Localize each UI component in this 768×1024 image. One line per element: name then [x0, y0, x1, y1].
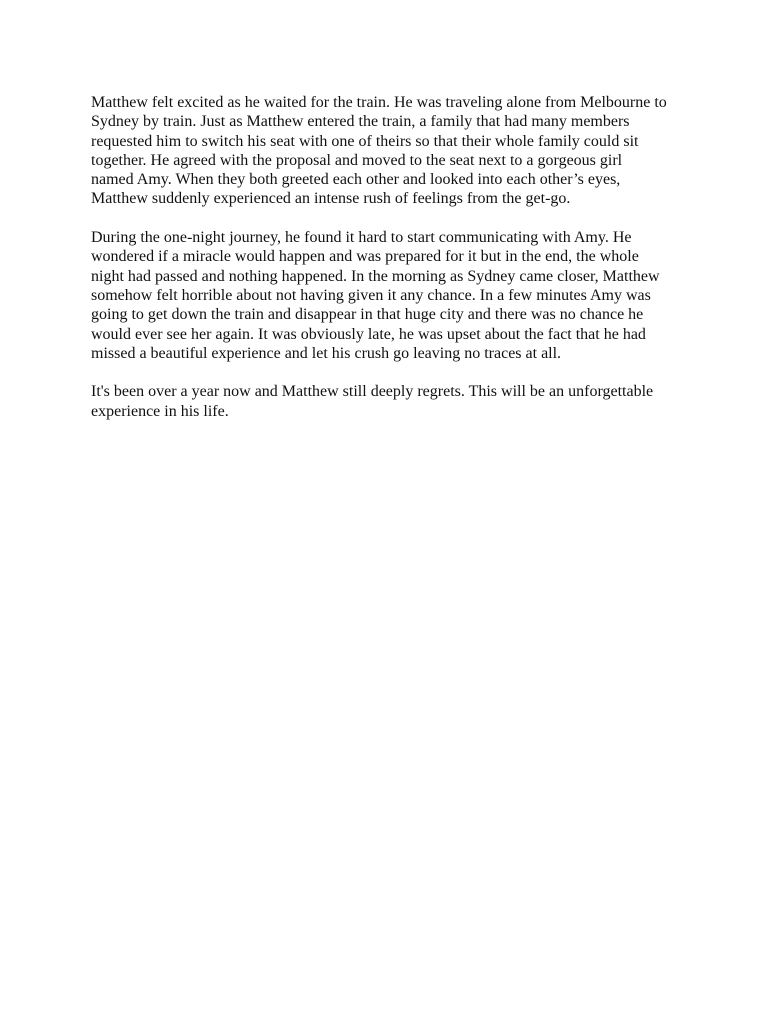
paragraph-line: missed a beautiful experience and let his crush go leaving no traces at all.	[91, 344, 562, 362]
paragraph-line: together. He agreed with the proposal and moved to the seat next to a gorgeous girl	[91, 151, 623, 169]
paragraph-line: would ever see her again. It was obviously late, he was upset about the fact that he had	[91, 325, 646, 343]
paragraph-line: named Amy. When they both greeted each other and looked into each other’s eyes,	[91, 171, 621, 189]
paragraph-3	[91, 382, 691, 421]
paragraph-2	[91, 228, 691, 363]
paragraph-line: night had passed and nothing happened. In the morning as Sydney came closer, Matthew	[91, 267, 660, 285]
document-body	[91, 93, 691, 421]
paragraph-line: Matthew suddenly experienced an intense rush of feelings from the get-go.	[91, 190, 571, 208]
paragraph-line: going to get down the train and disappear in that huge city and there was no chance he	[91, 306, 644, 324]
paragraph-line: During the one-night journey, he found it hard to start communicating with Amy. He	[91, 229, 632, 247]
paragraph-line: somehow felt horrible about not having given it any chance. In a few minutes Amy was	[91, 286, 651, 304]
paragraph-line: experience in his life.	[91, 402, 229, 420]
paragraph-line: It's been over a year now and Matthew still deeply regrets. This will be an unforgettable	[91, 383, 654, 401]
paragraph-line: requested him to switch his seat with one of theirs so that their whole family could sit	[91, 132, 639, 150]
paragraph-line: Sydney by train. Just as Matthew entered the train, a family that had many members	[91, 113, 630, 131]
paragraph-line: wondered if a miracle would happen and was prepared for it but in the end, the whole	[91, 248, 639, 266]
paragraph-line: Matthew felt excited as he waited for the train. He was traveling alone from Melbourne to	[91, 94, 667, 111]
paragraph-1	[91, 93, 691, 209]
